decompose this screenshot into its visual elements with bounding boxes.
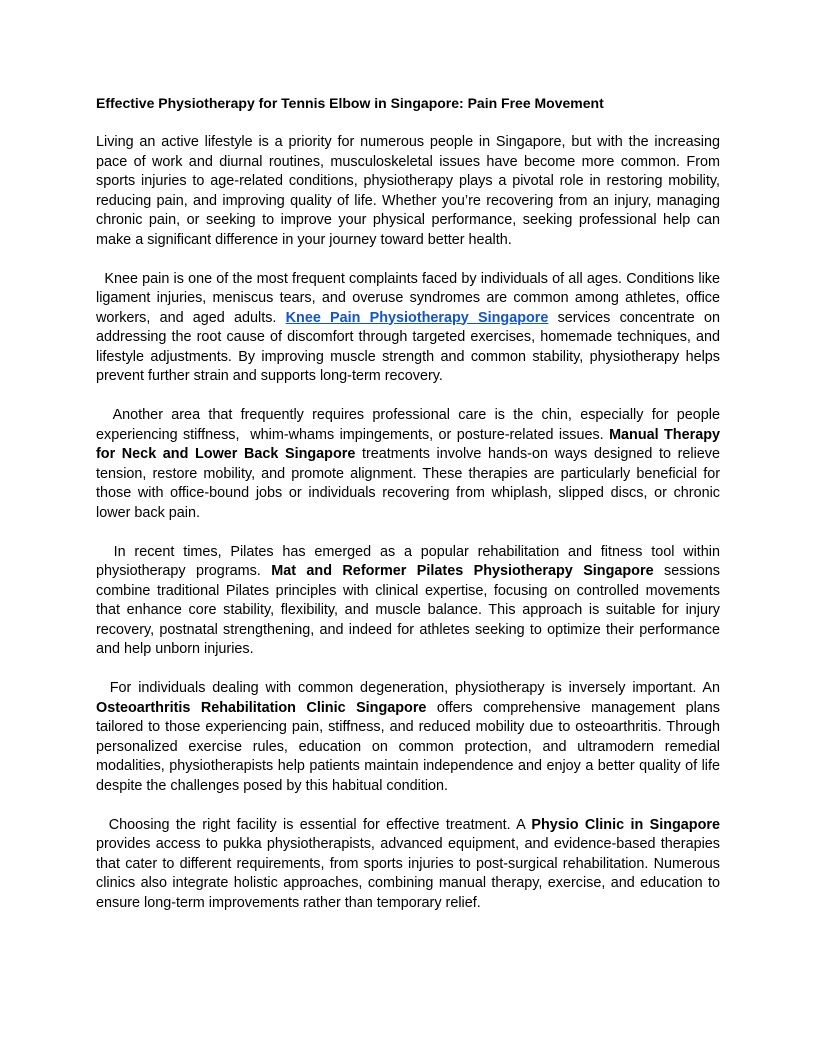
paragraph-intro (96, 133, 720, 250)
paragraph-text-after: treatments involve hands-on ways designed to relieve tension, restore mobility, and promote alignment. These therapies are particularly beneficial for those with office-bound jobs or individuals recovering from whiplash, slipped discs, or chronic lower back pain. (96, 446, 720, 521)
paragraph-text-after: services concentrate on addressing the root cause of discomfort through targeted exercises, homemade techniques, and lifestyle adjustments. By improving muscle strength and common stability, physiotherapy helps prevent further strain and supports long-term recovery. (96, 309, 721, 384)
knee-pain-physiotherapy-link[interactable]: Knee Pain Physiotherapy Singapore (285, 309, 549, 326)
physio-clinic-bold-term: Physio Clinic in Singapore (531, 816, 720, 833)
document-page (96, 94, 724, 933)
document-title: Effective Physiotherapy for Tennis Elbow in Singapore: Pain Free Movement (96, 95, 604, 111)
paragraph-manual-therapy (96, 406, 724, 523)
paragraph-text: Living an active lifestyle is a priority for numerous people in Singapore, but with the increasing pace of work and diurnal routines, musculoskeletal issues have become more common. From sports injuries to age-related conditions, physiotherapy plays a pivotal role in restoring mobility, reducing pain, and improving quality of life. Whether you’re recovering from an injury, managing chronic pain, or seeking to improve your physical performance, seeking professional help can make a significant difference in your journey toward better health. (96, 134, 720, 248)
paragraph-text-after: sessions combine traditional Pilates principles with clinical expertise, focusing on controlled movements that enhance core stability, flexibility, and muscle balance. This approach is suitable for injury recovery, postnatal strengthening, and indeed for athletes seeking to optimize their performance and help unborn injuries. (96, 563, 720, 657)
paragraph-knee-pain (96, 270, 724, 387)
manual-therapy-bold-term: Manual Therapy for Neck and Lower Back Singapore (96, 426, 720, 462)
paragraph-physio-clinic (96, 816, 720, 914)
osteoarthritis-bold-term: Osteoarthritis Rehabilitation Clinic Singapore (96, 699, 427, 716)
paragraph-text-before: Choosing the right facility is essential for effective treatment. A (96, 816, 532, 833)
paragraph-text-before: In recent times, Pilates has emerged as a popular rehabilitation and fitness tool within physiotherapy programs. (96, 543, 724, 579)
paragraph-text-before: For individuals dealing with common degeneration, physiotherapy is inversely important. An (96, 680, 724, 696)
paragraph-osteoarthritis (96, 679, 724, 796)
paragraph-text-before: Another area that frequently requires professional care is the chin, especially for people experiencing stiffness, whim-whams impingements, or posture-related issues. (96, 407, 724, 443)
pilates-bold-term: Mat and Reformer Pilates Physiotherapy Singapore (271, 563, 654, 579)
paragraph-text-after: provides access to pukka physiotherapists, advanced equipment, and evidence-based therapies that cater to different requirements, from sports injuries to post-surgical rehabilitation. Numerous clinics also integrate holistic approaches, combining manual therapy, exercise, and education to ensure long-term improvements rather than temporary relief. (96, 836, 720, 911)
paragraph-text-before: Knee pain is one of the most frequent complaints faced by individuals of all ages. Conditions like ligament injuries, meniscus tears, and overuse syndromes are common among athletes, office workers, and aged adults. (96, 270, 724, 326)
paragraph-pilates (96, 543, 724, 660)
paragraph-text-after: offers comprehensive management plans tailored to those experiencing pain, stiffness, and reduced mobility due to osteoarthritis. Through personalized exercise rules, education on common protection, and ultramodern remedial modalities, physiotherapists help patients maintain independence and enjoy a better quality of life despite the challenges posed by this habitual condition. (96, 699, 720, 794)
